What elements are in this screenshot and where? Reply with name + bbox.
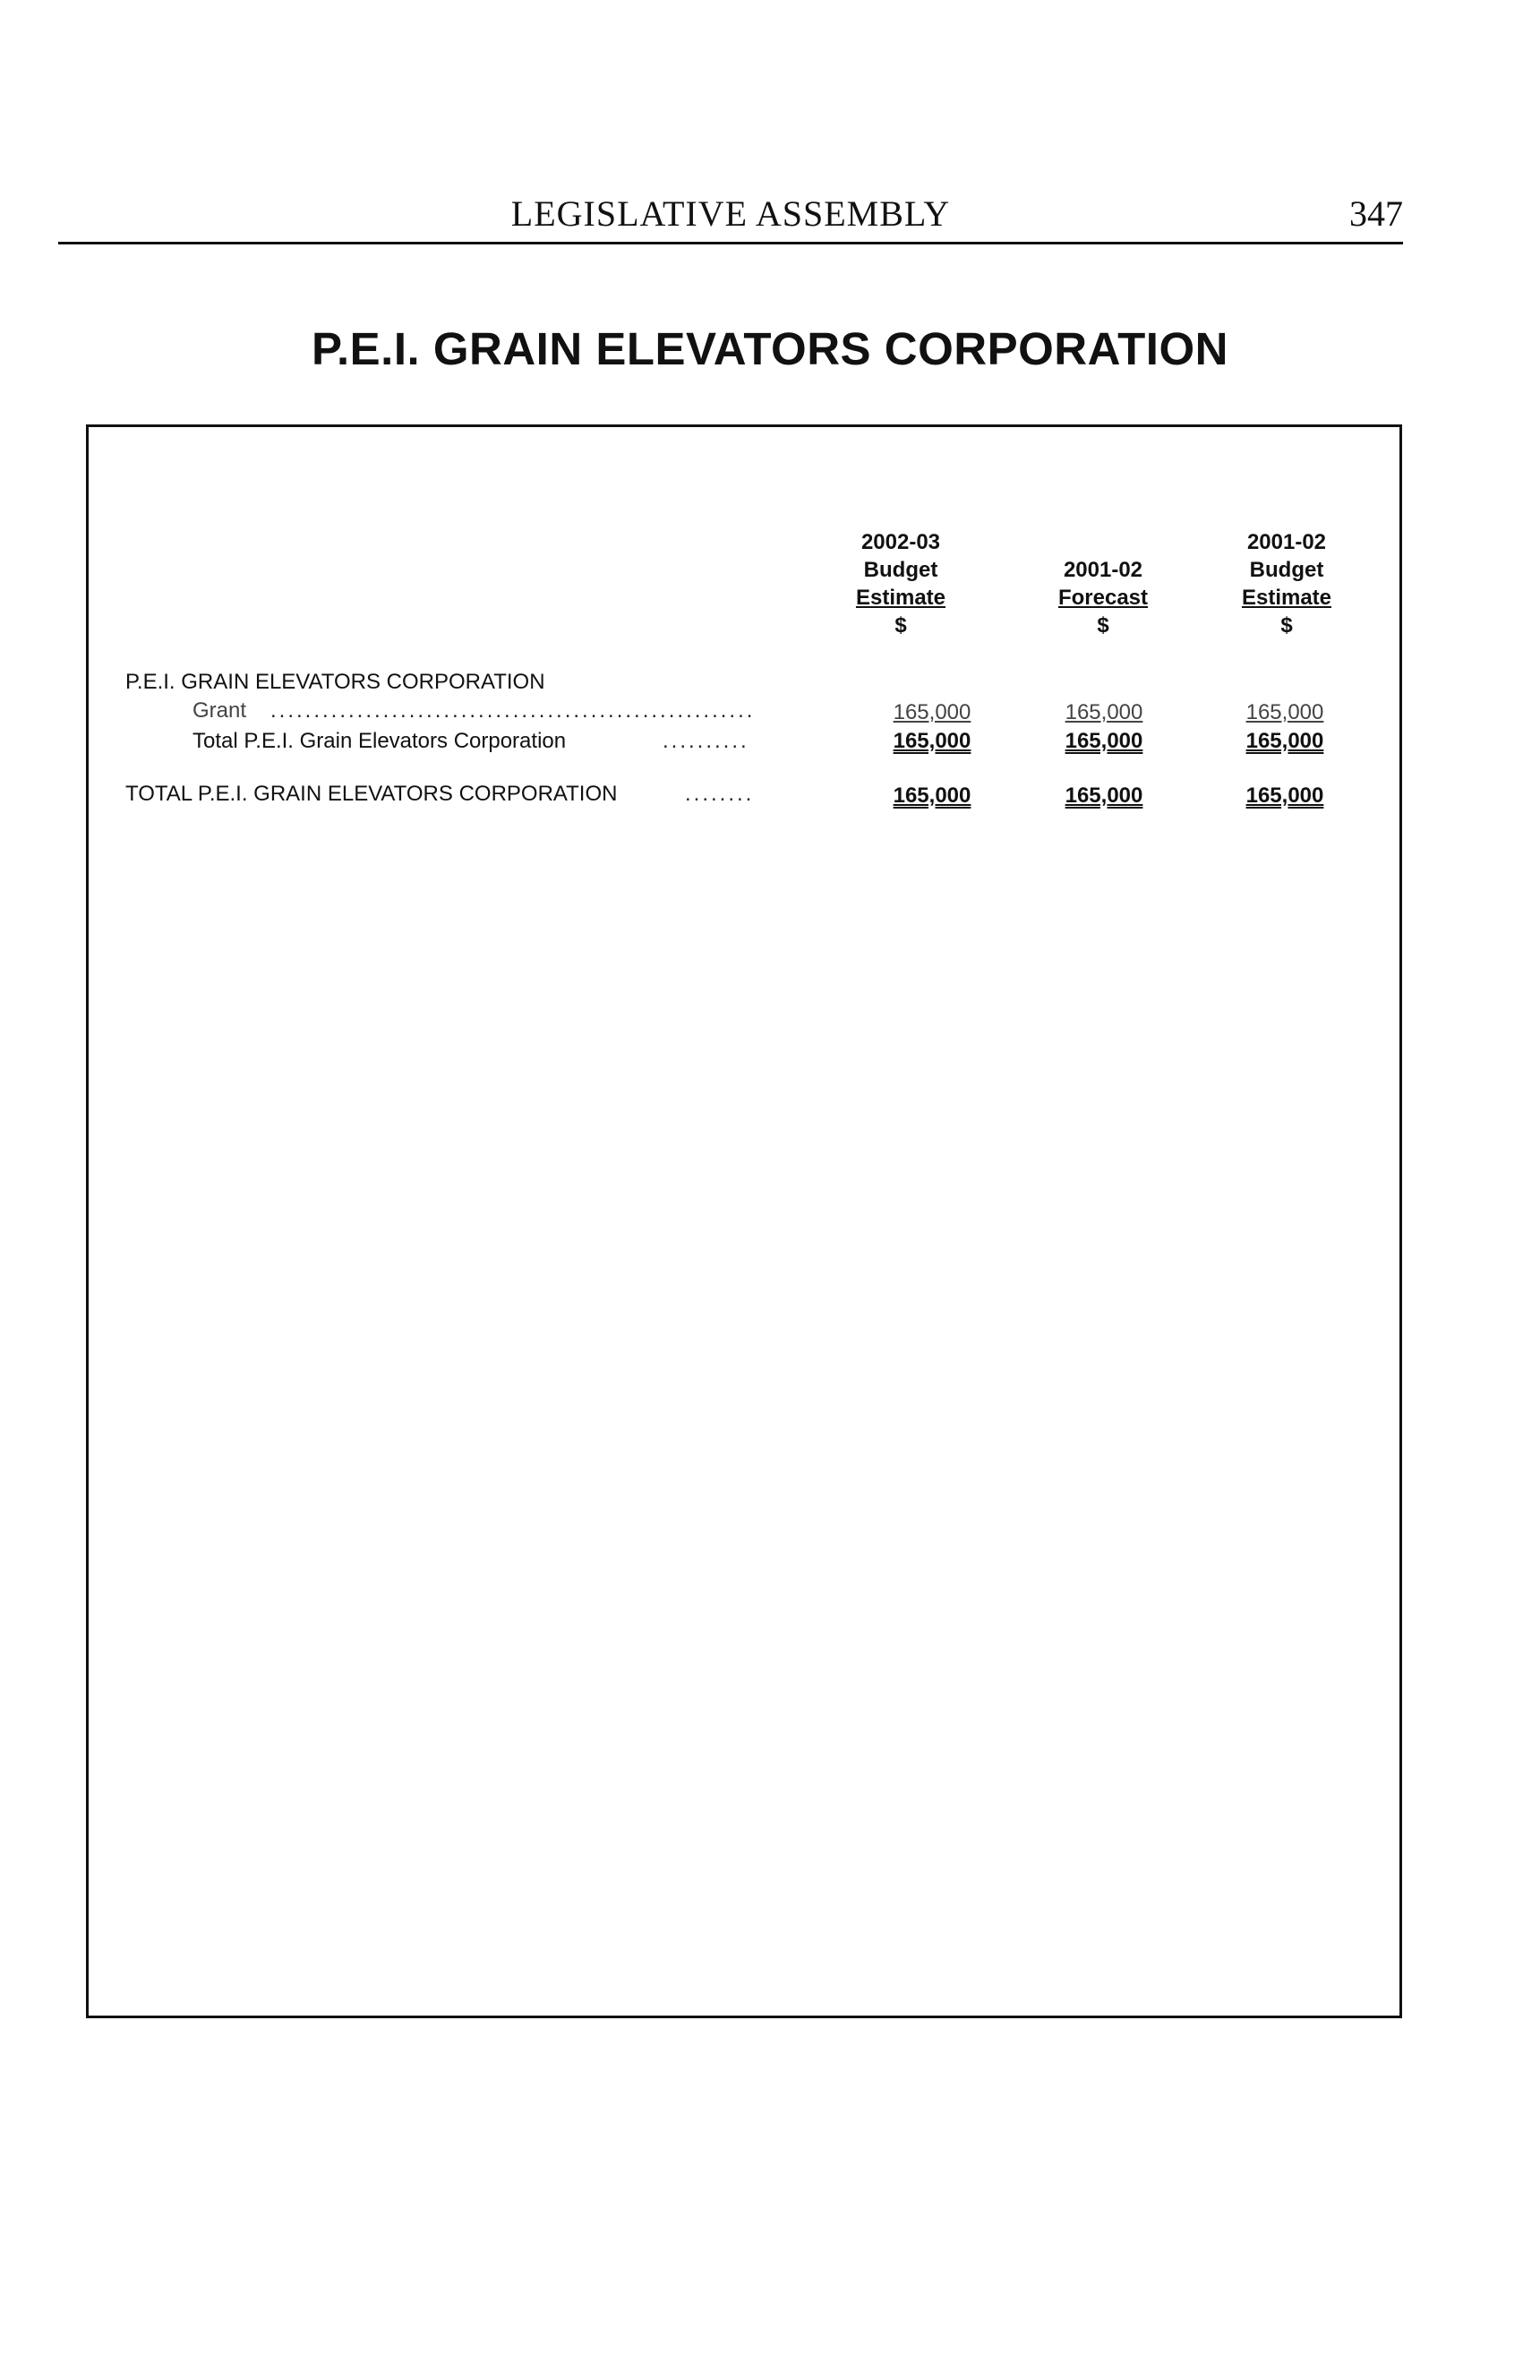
column-header-line: 2001-02 <box>1246 530 1327 554</box>
grand-total-label: TOTAL P.E.I. GRAIN ELEVATORS CORPORATION <box>125 782 618 806</box>
column-header-line: Budget <box>863 558 938 582</box>
grand-total-2002-03-estimate: 165,000 <box>893 783 971 808</box>
grand-total-leader: ........ <box>685 782 755 806</box>
column-header-line: Estimate <box>1241 586 1332 610</box>
row-label-total: Total P.E.I. Grain Elevators Corporation <box>192 729 567 753</box>
column-header-line: Forecast <box>1057 586 1149 610</box>
value-grant-2001-02-forecast: 165,000 <box>1065 700 1143 724</box>
row-label-grant: Grant <box>192 698 247 723</box>
column-header-unit: $ <box>1097 613 1109 638</box>
budget-table-frame <box>86 424 1402 2018</box>
column-header-line: Estimate <box>855 586 946 610</box>
column-header-forecast-2001-02 <box>1018 556 1188 639</box>
running-head-title: LEGISLATIVE ASSEMBLY <box>510 193 951 234</box>
value-total-2002-03-estimate: 165,000 <box>893 729 971 753</box>
column-header-line: 2002-03 <box>860 530 941 554</box>
section-heading: P.E.I. GRAIN ELEVATORS CORPORATION <box>125 670 545 694</box>
running-head <box>58 193 1403 239</box>
row-leader-total: .......... <box>663 729 749 753</box>
value-grant-2001-02-estimate: 165,000 <box>1245 700 1324 724</box>
column-header-budget-2001-02 <box>1202 528 1372 639</box>
value-total-2001-02-estimate: 165,000 <box>1245 729 1324 753</box>
value-total-2001-02-forecast: 165,000 <box>1065 729 1143 753</box>
document-title: P.E.I. GRAIN ELEVATORS CORPORATION <box>312 323 1228 374</box>
value-grant-2002-03-estimate: 165,000 <box>893 700 971 724</box>
row-leader-grant: ........................................................ <box>270 698 756 723</box>
column-header-unit: $ <box>894 613 907 638</box>
column-header-line: Budget <box>1249 558 1324 582</box>
grand-total-2001-02-estimate: 165,000 <box>1245 783 1324 808</box>
column-header-unit: $ <box>1280 613 1293 638</box>
page-number: 347 <box>1349 193 1403 234</box>
column-header-line: 2001-02 <box>1063 558 1143 582</box>
grand-total-2001-02-forecast: 165,000 <box>1065 783 1143 808</box>
header-rule <box>58 242 1403 244</box>
column-header-budget-2002-03 <box>816 528 986 639</box>
